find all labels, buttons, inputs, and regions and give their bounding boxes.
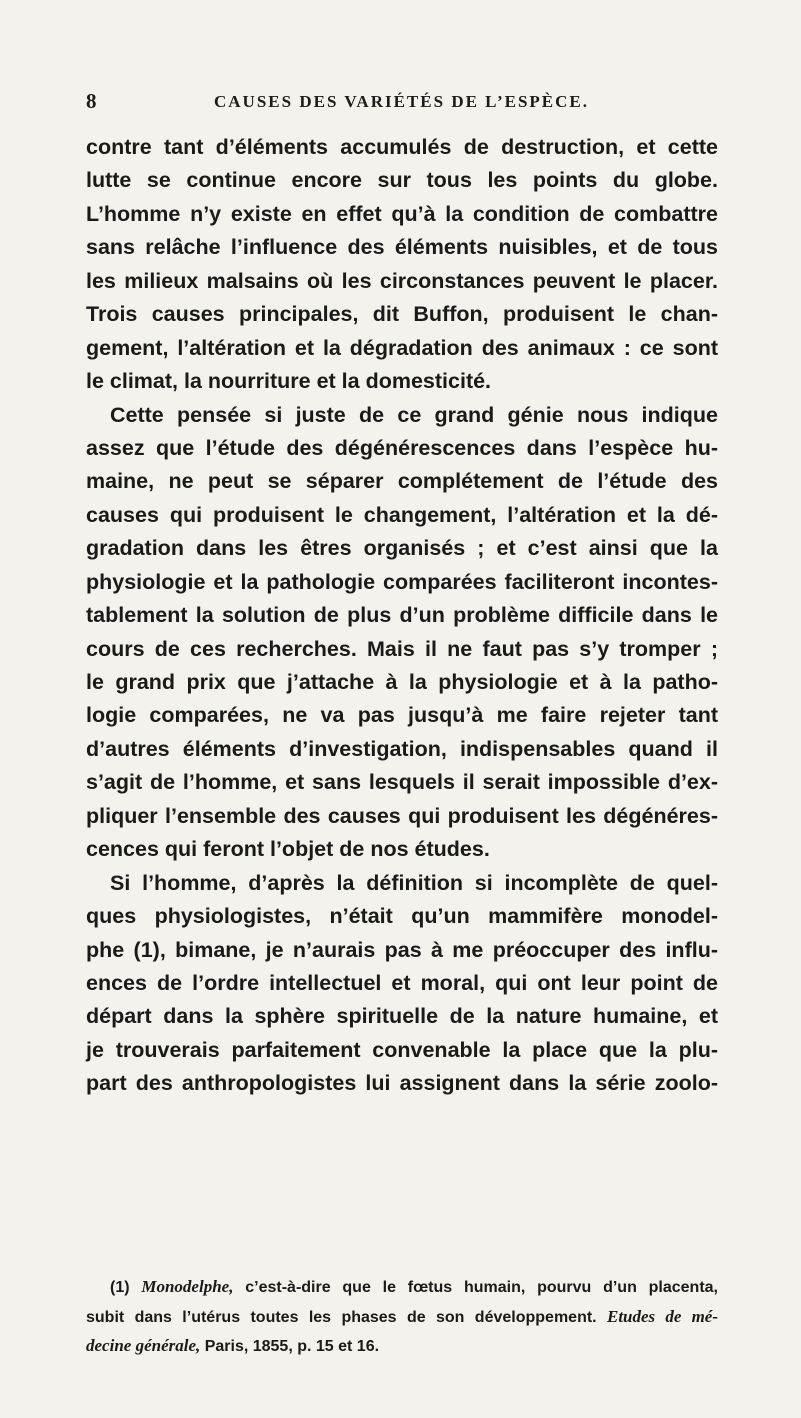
text-line: tablement la solution de plus d’un problème difficile dans le: [86, 603, 718, 628]
text-line: sans relâche l’influence des éléments nuisibles, et de tous: [86, 235, 718, 260]
footnote-term: Monodelphe,: [141, 1277, 234, 1296]
footnote-citation: Etudes de mé-: [607, 1306, 719, 1326]
text-line: gradation dans les êtres organisés ; et c’est ainsi que la: [86, 536, 718, 561]
text-line: part des anthropologistes lui assignent dans la série zoolo-: [86, 1071, 718, 1096]
text-line: s’agit de l’homme, et sans lesquels il serait impossible d’ex-: [86, 770, 718, 795]
text-line: cours de ces recherches. Mais il ne faut pas s’y tromper ;: [86, 636, 718, 661]
text-line: le climat, la nourriture et la domesticité.: [86, 369, 492, 394]
footnote-text: c’est-à-dire que le fœtus humain, pourvu d’un placenta,: [245, 1279, 719, 1296]
text-line: physiologie et la pathologie comparées faciliteront incontes-: [86, 569, 718, 594]
text-line: assez que l’étude des dégénérescences dans l’espèce hu-: [86, 435, 718, 460]
footnote-text: subit dans l’utérus toutes les phases de son développement.: [86, 1308, 597, 1326]
text-line: maine, ne peut se séparer complétement de l’étude des: [86, 469, 718, 494]
text-line: départ dans la sphère spirituelle de la nature humaine, et: [86, 1004, 718, 1029]
page-header: [86, 88, 718, 118]
text-line: gement, l’altération et la dégradation des animaux : ce sont: [86, 335, 718, 360]
text-line: Trois causes principales, dit Buffon, produisent le chan-: [86, 302, 718, 327]
text-line: d’autres éléments d’investigation, indispensables quand il: [86, 736, 718, 761]
text-line: causes qui produisent le changement, l’altération et la dé-: [86, 502, 718, 527]
text-line: les milieux malsains où les circonstances peuvent le placer.: [86, 268, 718, 293]
body-text: [86, 131, 718, 1101]
text-line: je trouverais parfaitement convenable la place que la plu-: [86, 1037, 718, 1062]
text-line: cences qui feront l’objet de nos études.: [86, 837, 490, 862]
text-line: phe (1), bimane, je n’aurais pas à me préoccuper des influ-: [86, 937, 718, 962]
footnote: [86, 1273, 718, 1362]
text-line: L’homme n’y existe en effet qu’à la condition de combattre: [86, 201, 718, 226]
footnote-text: Paris, 1855, p. 15 et 16.: [204, 1338, 380, 1355]
footnote-line: [86, 1273, 718, 1303]
footnote-line: [86, 1332, 718, 1362]
page-number: 8: [86, 89, 97, 113]
text-line: ques physiologistes, n’était qu’un mammifère monodel-: [86, 904, 718, 929]
running-head: CAUSES DES VARIÉTÉS DE L’ESPÈCE.: [214, 92, 590, 111]
text-line: le grand prix que j’attache à la physiologie et à la patho-: [86, 670, 718, 694]
text-line: logie comparées, ne va pas jusqu’à me faire rejeter tant: [86, 703, 718, 728]
text-line: Cette pensée si juste de ce grand génie nous indique: [110, 402, 718, 427]
text-line: ences de l’ordre intellectuel et moral, qui ont leur point de: [86, 970, 718, 995]
text-line: contre tant d’éléments accumulés de destruction, et cette: [86, 135, 718, 159]
text-line: Si l’homme, d’après la définition si incomplète de quel-: [110, 870, 718, 895]
footnote-citation: decine générale,: [86, 1336, 201, 1355]
footnote-line: [86, 1303, 718, 1333]
text-line: pliquer l’ensemble des causes qui produisent les dégénéres-: [86, 803, 718, 828]
text-line: lutte se continue encore sur tous les points du globe.: [86, 168, 718, 193]
footnote-marker: (1): [110, 1279, 130, 1296]
